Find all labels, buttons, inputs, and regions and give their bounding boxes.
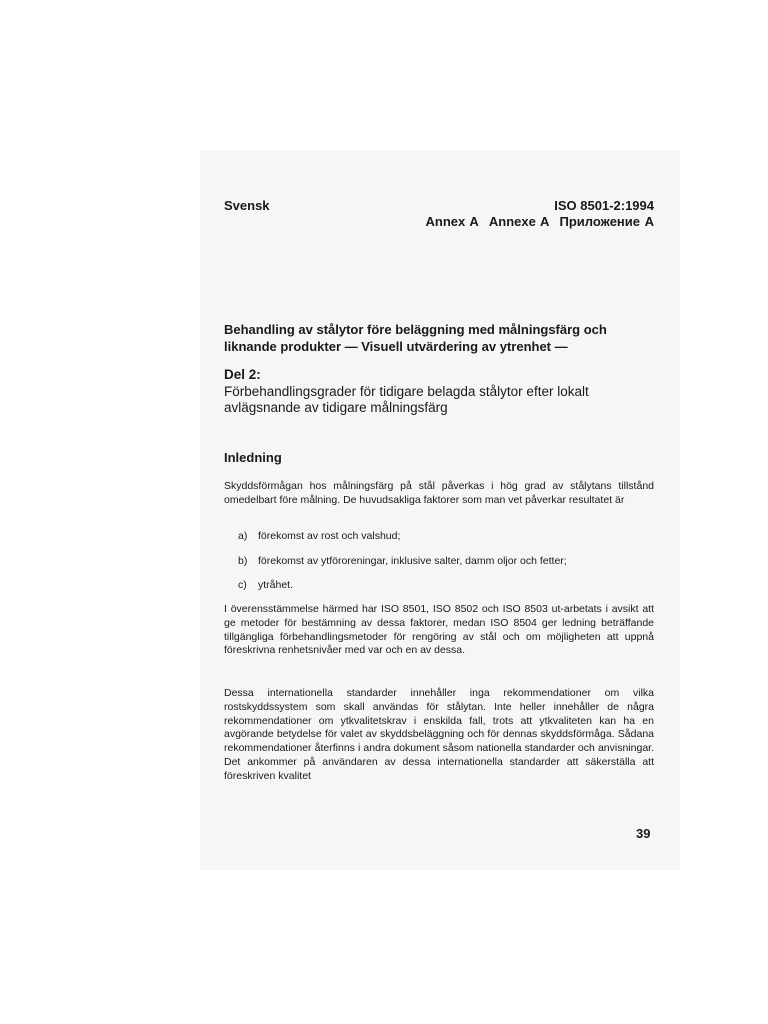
list-item bbox=[224, 555, 567, 567]
header-annex bbox=[334, 214, 654, 229]
list-item bbox=[224, 530, 400, 542]
header-language: Svensk bbox=[224, 198, 270, 213]
list-item bbox=[224, 579, 293, 591]
document-title: Behandling av stålytor före beläggning med målningsfärg och liknande produkter — Visuell utvärdering av ytrenhet — bbox=[224, 322, 607, 354]
annex-english: Annex A bbox=[425, 214, 479, 229]
list-text: förekomst av rost och valshud; bbox=[258, 530, 401, 542]
list-marker: a) bbox=[238, 530, 248, 542]
list-text: förekomst av ytföroreningar, inklusive salter, damm oljor och fetter; bbox=[258, 555, 567, 567]
page-number: 39 bbox=[636, 826, 651, 841]
annex-russian: Приложение A bbox=[559, 214, 654, 229]
annex-french: Annexe A bbox=[488, 214, 549, 229]
intro-paragraph: Skyddsförmågan hos målningsfärg på stål påverkas i hög grad av stålytans tillstånd omedelbart före målning. De huvudsakliga faktorer som man vet påverkar resultatet är bbox=[224, 480, 654, 506]
part-label: Del 2: bbox=[224, 367, 261, 382]
body-paragraph: Dessa internationella standarder innehåller inga rekommendationer om vilka rostskyddssystem som skall användas för stålytan. Inte heller innehåller de några rekommendationer om ytkvalitetskrav i enskilda fall, trots att ytkvaliteten kan ha en avgörande betydelse för valet av skyddsbeläggning och för dennas skyddsförmåga. Sådana rekommendationer återfinns i andra dokument såsom nationella standarder och anvisningar. Det ankommer på användaren av dessa internationella standarder att säkerställa att föreskriven kvalitet bbox=[224, 687, 654, 782]
header-standard-number: ISO 8501-2:1994 bbox=[554, 198, 654, 213]
body-paragraph: I överensstämmelse härmed har ISO 8501, ISO 8502 och ISO 8503 ut-arbetats i avsikt att ge metoder för bestämning av dessa faktorer, medan ISO 8504 ger ledning beträffande tillgängliga förbehandlingsmetoder för rengöring av stål och om möjligheten att uppnå föreskrivna renhetsnivåer med var och en av dessa. bbox=[224, 603, 654, 657]
list-text: ytråhet. bbox=[258, 579, 294, 591]
list-marker: c) bbox=[238, 579, 247, 591]
part-title: Förbehandlingsgrader för tidigare belagda stålytor efter lokalt avlägsnande av tidigare målningsfärg bbox=[224, 384, 589, 415]
section-heading: Inledning bbox=[224, 450, 282, 465]
list-marker: b) bbox=[238, 555, 248, 567]
